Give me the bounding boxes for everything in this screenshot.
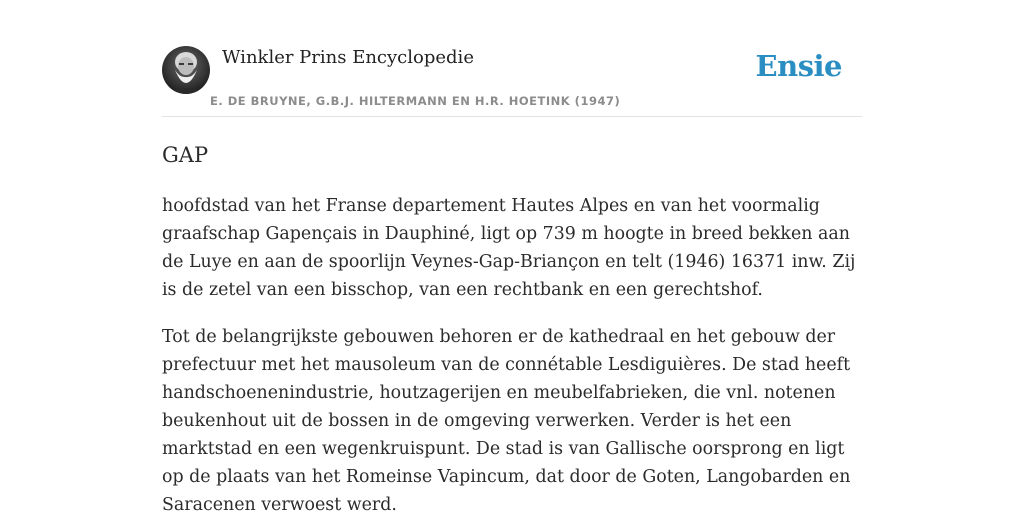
bearded-man-portrait-icon	[162, 46, 210, 94]
publication-header	[162, 44, 862, 117]
article-paragraph: Tot de belangrijkste gebouwen behoren er de kathedraal en het gebouw der prefectuur met het mausoleum van de connétable Lesdiguières. De stad heeft handschoenenindustrie, houtzagerijen en meubelfabrieken, die vnl. notenen beukenhout uit de bossen in de omgeving verwerken. Verder is het een marktstad en een wegenkruispunt. De stad is van Gallische oorsprong en ligt op de plaats van het Romeinse Vapincum, dat door de Goten, Langobarden en Saracenen verwoest werd.	[162, 327, 851, 515]
publication-title[interactable]: Winkler Prins Encyclopedie	[222, 47, 474, 68]
article	[162, 140, 862, 519]
ensie-logo-link[interactable]: Ensie	[755, 49, 842, 83]
publication-authors: E. DE BRUYNE, G.B.J. HILTERMANN EN H.R. HOETINK (1947)	[210, 94, 621, 108]
author-avatar[interactable]	[162, 46, 210, 94]
article-title: GAP	[162, 143, 209, 167]
article-paragraph: hoofdstad van het Franse departement Hautes Alpes en van het voormalig graafschap Gapençais in Dauphiné, ligt op 739 m hoogte in breed bekken aan de Luye en aan de spoorlijn Veynes-Gap-Briançon en telt (1946) 16371 inw. Zij is de zetel van een bisschop, van een rechtbank en een gerechtshof.	[162, 196, 856, 300]
